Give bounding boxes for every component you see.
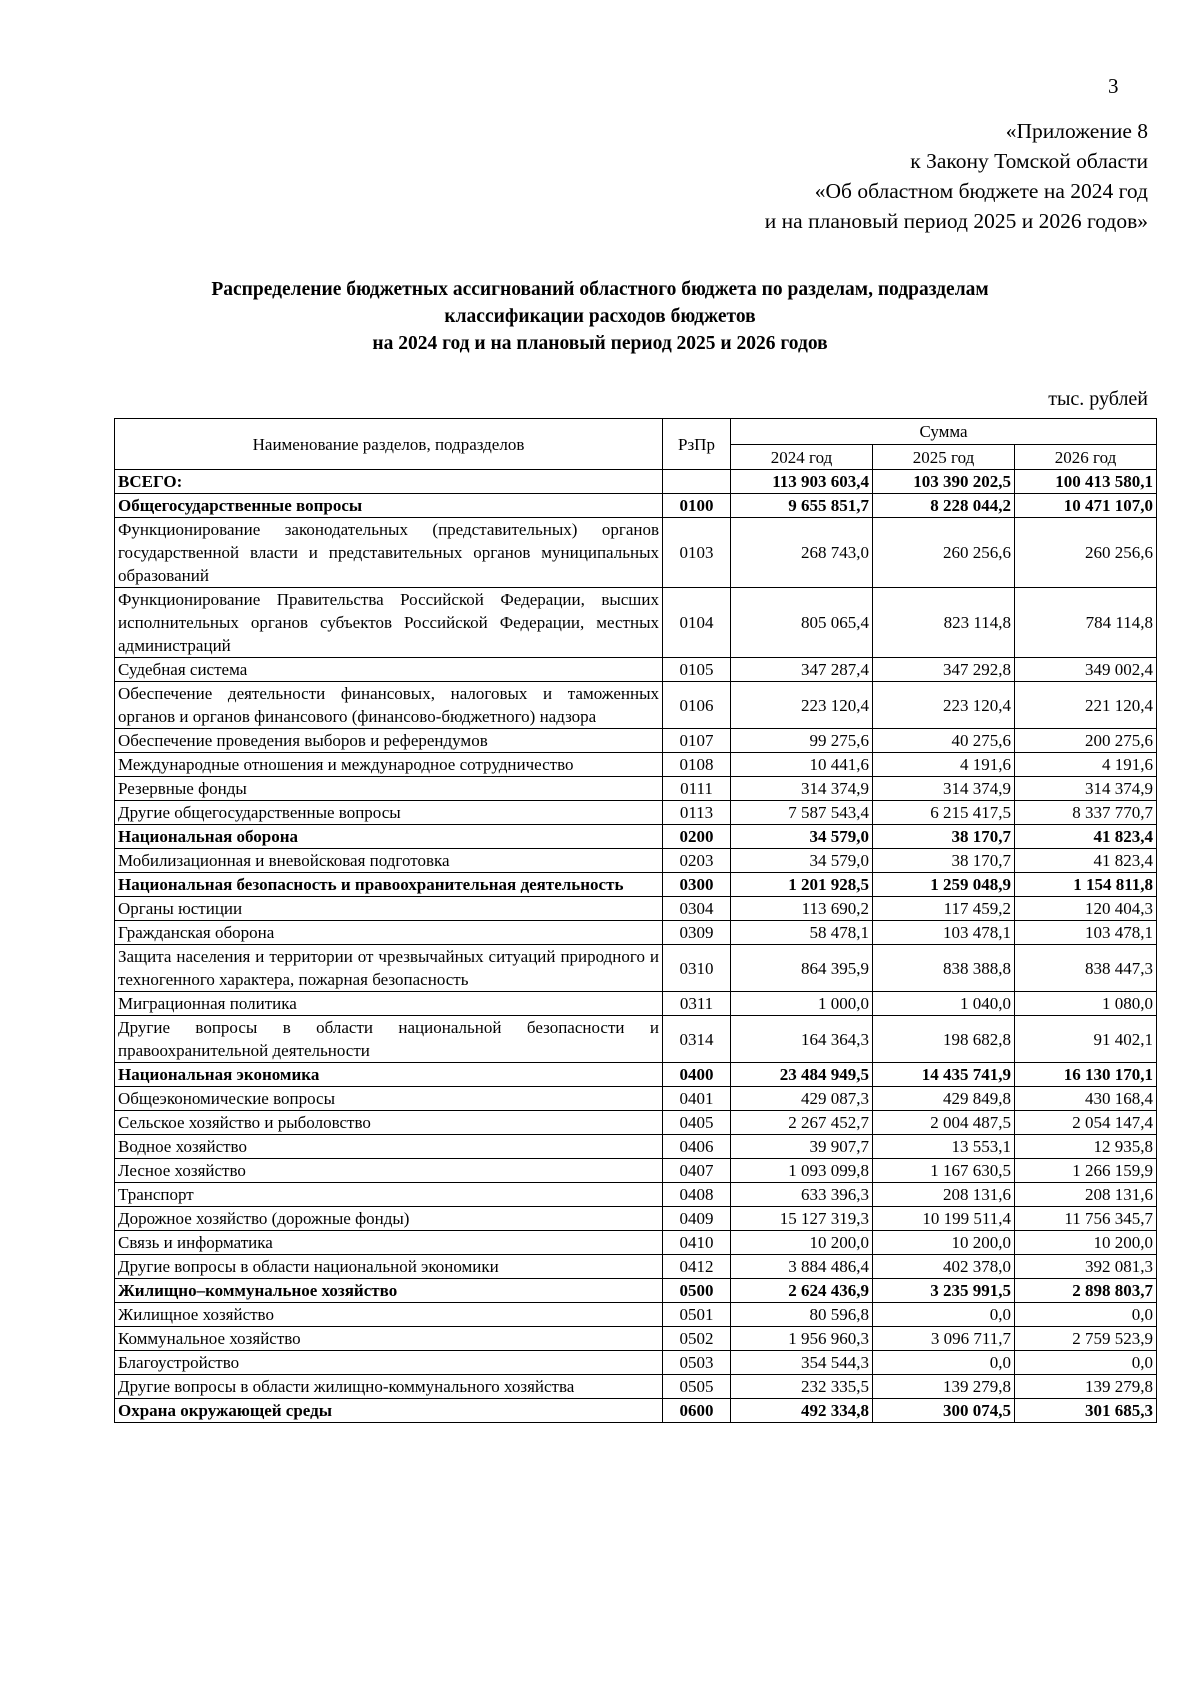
table-row [115, 1183, 1157, 1207]
table-row [115, 897, 1157, 921]
row-value-2024: 15 127 319,3 [731, 1207, 873, 1231]
row-code-cell: 0200 [663, 825, 731, 849]
table-row [115, 1135, 1157, 1159]
row-value-2024: 113 903 603,4 [731, 470, 873, 494]
row-value-2024: 39 907,7 [731, 1135, 873, 1159]
table-row [115, 1279, 1157, 1303]
row-value-2024: 1 201 928,5 [731, 873, 873, 897]
row-value-2025: 0,0 [873, 1351, 1015, 1375]
row-value-2025: 14 435 741,9 [873, 1063, 1015, 1087]
row-value-2024: 58 478,1 [731, 921, 873, 945]
row-value-2024: 9 655 851,7 [731, 494, 873, 518]
row-name-cell: Мобилизационная и вневойсковая подготовка [115, 849, 663, 873]
row-value-2026: 41 823,4 [1015, 849, 1157, 873]
row-value-2025: 838 388,8 [873, 945, 1015, 992]
row-name-cell: Международные отношения и международное сотрудничество [115, 753, 663, 777]
row-name-cell: Обеспечение деятельности финансовых, налоговых и таможенных органов и органов финансового (финансово-бюджетного) надзора [115, 682, 663, 729]
header-name: Наименование разделов, подразделов [115, 419, 663, 470]
row-value-2026: 301 685,3 [1015, 1399, 1157, 1423]
row-name-cell: Другие общегосударственные вопросы [115, 801, 663, 825]
table-row [115, 753, 1157, 777]
row-code-cell: 0408 [663, 1183, 731, 1207]
row-value-2025: 823 114,8 [873, 588, 1015, 658]
row-value-2025: 1 259 048,9 [873, 873, 1015, 897]
budget-table [114, 418, 1157, 1423]
row-value-2024: 3 884 486,4 [731, 1255, 873, 1279]
row-code-cell: 0304 [663, 897, 731, 921]
row-code-cell: 0300 [663, 873, 731, 897]
row-name-cell: Коммунальное хозяйство [115, 1327, 663, 1351]
row-value-2025: 6 215 417,5 [873, 801, 1015, 825]
row-value-2026: 838 447,3 [1015, 945, 1157, 992]
row-name-cell: Связь и информатика [115, 1231, 663, 1255]
row-value-2026: 784 114,8 [1015, 588, 1157, 658]
row-name-cell: Обеспечение проведения выборов и референдумов [115, 729, 663, 753]
table-row [115, 1255, 1157, 1279]
appendix-line: и на плановый период 2025 и 2026 годов» [764, 209, 1148, 233]
row-value-2025: 2 004 487,5 [873, 1111, 1015, 1135]
row-value-2026: 2 054 147,4 [1015, 1111, 1157, 1135]
row-value-2026: 16 130 170,1 [1015, 1063, 1157, 1087]
row-value-2026: 100 413 580,1 [1015, 470, 1157, 494]
table-row [115, 873, 1157, 897]
row-code-cell: 0203 [663, 849, 731, 873]
row-value-2024: 1 956 960,3 [731, 1327, 873, 1351]
row-value-2025: 13 553,1 [873, 1135, 1015, 1159]
row-code-cell: 0108 [663, 753, 731, 777]
table-row [115, 658, 1157, 682]
table-row [115, 1207, 1157, 1231]
row-value-2026: 2 898 803,7 [1015, 1279, 1157, 1303]
row-value-2025: 260 256,6 [873, 518, 1015, 588]
row-name-cell: Национальная экономика [115, 1063, 663, 1087]
table-row [115, 992, 1157, 1016]
row-value-2025: 314 374,9 [873, 777, 1015, 801]
title-line: Распределение бюджетных ассигнований областного бюджета по разделам, подразделам [211, 279, 989, 300]
row-value-2024: 23 484 949,5 [731, 1063, 873, 1087]
row-value-2026: 2 759 523,9 [1015, 1327, 1157, 1351]
row-value-2025: 347 292,8 [873, 658, 1015, 682]
row-code-cell: 0410 [663, 1231, 731, 1255]
row-value-2026: 314 374,9 [1015, 777, 1157, 801]
row-value-2024: 347 287,4 [731, 658, 873, 682]
row-code-cell: 0310 [663, 945, 731, 992]
row-value-2024: 268 743,0 [731, 518, 873, 588]
row-value-2024: 10 200,0 [731, 1231, 873, 1255]
row-value-2026: 1 080,0 [1015, 992, 1157, 1016]
row-code-cell: 0400 [663, 1063, 731, 1087]
row-name-cell: Благоустройство [115, 1351, 663, 1375]
row-code-cell: 0104 [663, 588, 731, 658]
row-name-cell: Национальная безопасность и правоохранительная деятельность [115, 873, 663, 897]
appendix-line: к Закону Томской области [910, 149, 1148, 173]
table-row [115, 682, 1157, 729]
row-code-cell: 0100 [663, 494, 731, 518]
row-value-2026: 1 266 159,9 [1015, 1159, 1157, 1183]
row-name-cell: Охрана окружающей среды [115, 1399, 663, 1423]
row-code-cell: 0111 [663, 777, 731, 801]
table-row [115, 1399, 1157, 1423]
table-row [115, 1016, 1157, 1063]
row-value-2024: 354 544,3 [731, 1351, 873, 1375]
table-row [115, 1327, 1157, 1351]
row-code-cell: 0311 [663, 992, 731, 1016]
row-code-cell: 0501 [663, 1303, 731, 1327]
row-value-2025: 103 478,1 [873, 921, 1015, 945]
row-name-cell: ВСЕГО: [115, 470, 663, 494]
row-value-2025: 117 459,2 [873, 897, 1015, 921]
row-value-2025: 4 191,6 [873, 753, 1015, 777]
row-code-cell: 0502 [663, 1327, 731, 1351]
table-row [115, 921, 1157, 945]
row-name-cell: Другие вопросы в области национальной безопасности и правоохранительной деятельности [115, 1016, 663, 1063]
page-number: 3 [1108, 74, 1119, 98]
table-row [115, 1303, 1157, 1327]
row-value-2025: 103 390 202,5 [873, 470, 1015, 494]
appendix-line: «Приложение 8 [1005, 119, 1148, 143]
row-value-2026: 349 002,4 [1015, 658, 1157, 682]
row-value-2024: 633 396,3 [731, 1183, 873, 1207]
row-name-cell: Водное хозяйство [115, 1135, 663, 1159]
appendix-reference [448, 116, 1148, 236]
row-name-cell: Другие вопросы в области жилищно-коммунального хозяйства [115, 1375, 663, 1399]
row-value-2024: 864 395,9 [731, 945, 873, 992]
row-value-2026: 1 154 811,8 [1015, 873, 1157, 897]
header-year-2026: 2026 год [1015, 445, 1157, 470]
row-value-2026: 120 404,3 [1015, 897, 1157, 921]
row-value-2026: 41 823,4 [1015, 825, 1157, 849]
table-row [115, 1351, 1157, 1375]
row-name-cell: Сельское хозяйство и рыболовство [115, 1111, 663, 1135]
table-row [115, 729, 1157, 753]
row-value-2025: 208 131,6 [873, 1183, 1015, 1207]
row-value-2024: 2 624 436,9 [731, 1279, 873, 1303]
row-code-cell: 0412 [663, 1255, 731, 1279]
row-value-2025: 1 040,0 [873, 992, 1015, 1016]
row-value-2026: 430 168,4 [1015, 1087, 1157, 1111]
table-row [115, 1159, 1157, 1183]
row-value-2025: 38 170,7 [873, 825, 1015, 849]
row-value-2025: 300 074,5 [873, 1399, 1015, 1423]
row-code-cell: 0107 [663, 729, 731, 753]
row-value-2024: 492 334,8 [731, 1399, 873, 1423]
row-value-2024: 2 267 452,7 [731, 1111, 873, 1135]
table-row [115, 777, 1157, 801]
table-row [115, 1231, 1157, 1255]
row-code-cell: 0113 [663, 801, 731, 825]
table-row [115, 1087, 1157, 1111]
row-value-2024: 7 587 543,4 [731, 801, 873, 825]
row-value-2026: 200 275,6 [1015, 729, 1157, 753]
header-year-2025: 2025 год [873, 445, 1015, 470]
row-value-2026: 208 131,6 [1015, 1183, 1157, 1207]
table-row [115, 801, 1157, 825]
row-value-2024: 223 120,4 [731, 682, 873, 729]
row-value-2026: 10 471 107,0 [1015, 494, 1157, 518]
row-value-2025: 429 849,8 [873, 1087, 1015, 1111]
row-code-cell: 0106 [663, 682, 731, 729]
row-value-2024: 113 690,2 [731, 897, 873, 921]
row-code-cell: 0406 [663, 1135, 731, 1159]
row-name-cell: Дорожное хозяйство (дорожные фонды) [115, 1207, 663, 1231]
header-year-2024: 2024 год [731, 445, 873, 470]
table-row [115, 945, 1157, 992]
title-line: на 2024 год и на плановый период 2025 и 2026 годов [372, 333, 828, 354]
row-code-cell: 0407 [663, 1159, 731, 1183]
row-value-2026: 10 200,0 [1015, 1231, 1157, 1255]
table-row [115, 1375, 1157, 1399]
row-value-2024: 314 374,9 [731, 777, 873, 801]
row-value-2024: 80 596,8 [731, 1303, 873, 1327]
table-row [115, 849, 1157, 873]
row-code-cell [663, 470, 731, 494]
row-value-2024: 164 364,3 [731, 1016, 873, 1063]
row-value-2026: 91 402,1 [1015, 1016, 1157, 1063]
table-row [115, 588, 1157, 658]
row-code-cell: 0105 [663, 658, 731, 682]
row-value-2024: 1 093 099,8 [731, 1159, 873, 1183]
row-value-2024: 429 087,3 [731, 1087, 873, 1111]
row-code-cell: 0409 [663, 1207, 731, 1231]
row-code-cell: 0309 [663, 921, 731, 945]
row-value-2024: 99 275,6 [731, 729, 873, 753]
row-name-cell: Судебная система [115, 658, 663, 682]
row-name-cell: Резервные фонды [115, 777, 663, 801]
row-name-cell: Общегосударственные вопросы [115, 494, 663, 518]
table-row [115, 494, 1157, 518]
row-value-2025: 402 378,0 [873, 1255, 1015, 1279]
title-line: классификации расходов бюджетов [444, 306, 756, 327]
row-name-cell: Жилищно–коммунальное хозяйство [115, 1279, 663, 1303]
row-code-cell: 0505 [663, 1375, 731, 1399]
table-row [115, 470, 1157, 494]
row-name-cell: Функционирование Правительства Российской Федерации, высших исполнительных органов субъектов Российской Федерации, местных администраций [115, 588, 663, 658]
header-sum: Сумма [731, 419, 1157, 445]
row-value-2025: 223 120,4 [873, 682, 1015, 729]
row-value-2025: 8 228 044,2 [873, 494, 1015, 518]
row-value-2025: 10 199 511,4 [873, 1207, 1015, 1231]
row-value-2026: 139 279,8 [1015, 1375, 1157, 1399]
document-title [0, 276, 1200, 357]
row-value-2026: 0,0 [1015, 1303, 1157, 1327]
row-value-2024: 10 441,6 [731, 753, 873, 777]
row-value-2026: 8 337 770,7 [1015, 801, 1157, 825]
row-name-cell: Миграционная политика [115, 992, 663, 1016]
header-code: РзПр [663, 419, 731, 470]
row-value-2026: 260 256,6 [1015, 518, 1157, 588]
row-value-2025: 40 275,6 [873, 729, 1015, 753]
row-value-2026: 12 935,8 [1015, 1135, 1157, 1159]
row-value-2026: 11 756 345,7 [1015, 1207, 1157, 1231]
row-value-2025: 0,0 [873, 1303, 1015, 1327]
row-value-2024: 1 000,0 [731, 992, 873, 1016]
row-value-2025: 3 235 991,5 [873, 1279, 1015, 1303]
row-value-2024: 34 579,0 [731, 849, 873, 873]
row-value-2025: 139 279,8 [873, 1375, 1015, 1399]
row-name-cell: Общеэкономические вопросы [115, 1087, 663, 1111]
row-name-cell: Функционирование законодательных (представительных) органов государственной власти и представительных органов муниципальных образований [115, 518, 663, 588]
row-name-cell: Защита населения и территории от чрезвычайных ситуаций природного и техногенного характера, пожарная безопасность [115, 945, 663, 992]
row-value-2024: 805 065,4 [731, 588, 873, 658]
row-name-cell: Транспорт [115, 1183, 663, 1207]
row-value-2025: 38 170,7 [873, 849, 1015, 873]
row-value-2025: 3 096 711,7 [873, 1327, 1015, 1351]
row-value-2026: 221 120,4 [1015, 682, 1157, 729]
row-value-2025: 10 200,0 [873, 1231, 1015, 1255]
table-body [115, 470, 1157, 1423]
row-value-2024: 232 335,5 [731, 1375, 873, 1399]
row-code-cell: 0600 [663, 1399, 731, 1423]
units-label: тыс. рублей [1048, 388, 1148, 410]
row-name-cell: Органы юстиции [115, 897, 663, 921]
row-code-cell: 0103 [663, 518, 731, 588]
row-value-2024: 34 579,0 [731, 825, 873, 849]
row-name-cell: Жилищное хозяйство [115, 1303, 663, 1327]
row-name-cell: Другие вопросы в области национальной экономики [115, 1255, 663, 1279]
row-name-cell: Лесное хозяйство [115, 1159, 663, 1183]
row-value-2026: 0,0 [1015, 1351, 1157, 1375]
table-row [115, 1111, 1157, 1135]
row-value-2026: 103 478,1 [1015, 921, 1157, 945]
appendix-line: «Об областном бюджете на 2024 год [814, 179, 1148, 203]
row-code-cell: 0500 [663, 1279, 731, 1303]
table-row [115, 825, 1157, 849]
row-code-cell: 0405 [663, 1111, 731, 1135]
row-code-cell: 0401 [663, 1087, 731, 1111]
table-row [115, 1063, 1157, 1087]
row-value-2025: 1 167 630,5 [873, 1159, 1015, 1183]
row-name-cell: Гражданская оборона [115, 921, 663, 945]
table-row [115, 518, 1157, 588]
row-code-cell: 0314 [663, 1016, 731, 1063]
row-value-2025: 198 682,8 [873, 1016, 1015, 1063]
row-value-2026: 392 081,3 [1015, 1255, 1157, 1279]
row-code-cell: 0503 [663, 1351, 731, 1375]
row-value-2026: 4 191,6 [1015, 753, 1157, 777]
row-name-cell: Национальная оборона [115, 825, 663, 849]
